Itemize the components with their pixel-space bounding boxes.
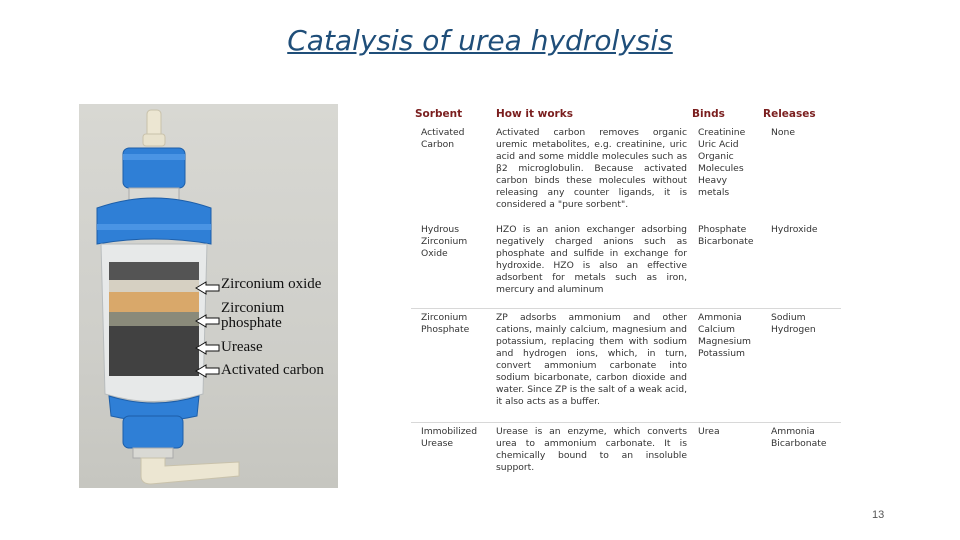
cell-releases: Hydroxide bbox=[771, 224, 818, 235]
cell-how: Urease is an enzyme, which converts urea to ammonium carbonate. It is chemically bound to an insoluble support. bbox=[496, 426, 687, 473]
header-how-it-works: How it works bbox=[496, 108, 573, 120]
cell-sorbent: Immobilized Urease bbox=[421, 426, 478, 449]
cell-how: ZP adsorbs ammonium and other cations, mainly calcium, magnesium and potassium, replacing them with sodium and hydrogen ions, which, in turn, convert ammonium carbonate into sodium bicarbonate, carbon dioxide and water. Since ZP is the salt of a weak acid, it also acts as a buffer. bbox=[496, 312, 687, 407]
page-number: 13 bbox=[872, 509, 885, 521]
cartridge-illustration bbox=[79, 104, 338, 488]
label-zirconium-oxide: Zirconium oxide bbox=[221, 276, 322, 292]
cell-sorbent: Activated Carbon bbox=[421, 127, 465, 150]
cell-releases: Sodium Hydrogen bbox=[771, 312, 816, 335]
table-header bbox=[411, 104, 841, 124]
sorbent-cartridge-photo bbox=[79, 104, 338, 488]
cell-releases: Ammonia Bicarbonate bbox=[771, 426, 827, 449]
slide-title: Catalysis of urea hydrolysis bbox=[287, 24, 673, 57]
header-sorbent: Sorbent bbox=[415, 108, 463, 120]
table-row bbox=[411, 221, 841, 308]
cell-how: HZO is an anion exchanger adsorbing negatively charged anions such as phosphate and sulfide in exchange for hydroxide. HZO is also an effective adsorbent for metals such as iron, mercury and aluminum bbox=[496, 224, 687, 295]
cell-releases: None bbox=[771, 127, 795, 138]
table-row bbox=[411, 308, 841, 422]
label-urease: Urease bbox=[221, 339, 263, 355]
sorbent-table bbox=[411, 104, 841, 478]
cell-sorbent: Hydrous Zirconium Oxide bbox=[421, 224, 468, 259]
label-zirconium-phosphate: Zirconium phosphate bbox=[221, 300, 285, 331]
table-row bbox=[411, 124, 841, 221]
header-releases: Releases bbox=[763, 108, 816, 120]
cell-binds: Phosphate Bicarbonate bbox=[698, 224, 754, 247]
table-row bbox=[411, 422, 841, 478]
cell-binds: Urea bbox=[698, 426, 720, 437]
cell-sorbent: Zirconium Phosphate bbox=[421, 312, 470, 335]
cell-binds: Creatinine Uric Acid Organic Molecules Heavy metals bbox=[698, 127, 746, 198]
label-activated-carbon: Activated carbon bbox=[221, 362, 324, 378]
header-binds: Binds bbox=[692, 108, 725, 120]
cell-how: Activated carbon removes organic uremic metabolites, e.g. creatinine, uric acid and some middle molecules such as β2 microglobulin. Because activated carbon binds these molecules without releasing any counter ligands, it is considered a "pure sorbent". bbox=[496, 127, 687, 210]
cell-binds: Ammonia Calcium Magnesium Potassium bbox=[698, 312, 751, 359]
